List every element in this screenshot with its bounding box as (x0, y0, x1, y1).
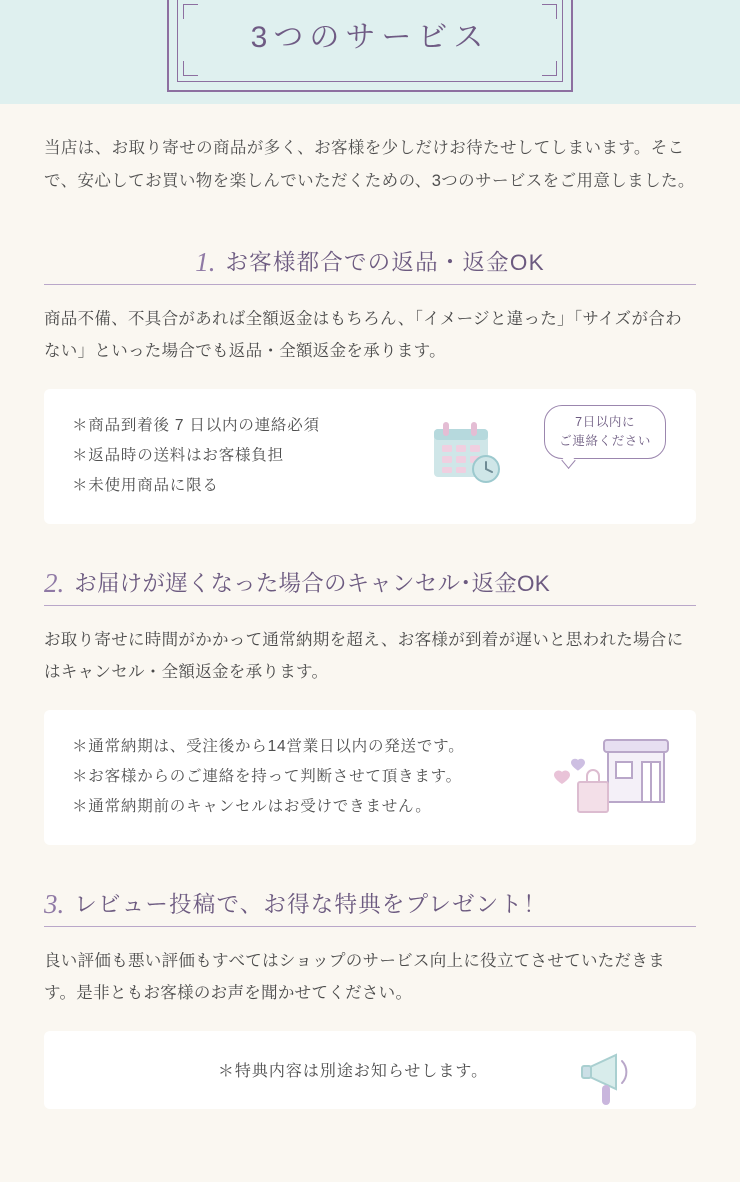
section-3-note: ＊特典内容は別途お知らせします。 (217, 1063, 489, 1081)
bubble-line-2: ご連絡ください (559, 433, 651, 448)
spacer (44, 1109, 696, 1149)
section-1-title: お客様都合での返品・返金OK (225, 249, 545, 275)
list-item: ＊通常納期前のキャンセルはお受けできません。 (72, 798, 432, 816)
lead-paragraph: 当店は、お取り寄せの商品が多く、お客様を少しだけお待たせしてしまいます。そこで、安心してお買い物を楽しんでいただくための、3つのサービスをご用意しました。 (44, 139, 695, 190)
section-2-heading (44, 567, 696, 606)
section-3 (44, 888, 696, 1109)
section-1-description: 商品不備、不具合があれば全額返金はもちろん、「イメージと違った」「サイズが合わない」といった場合でも返品・全額返金を承ります。 (44, 309, 682, 360)
header-decorative-frame (167, 0, 573, 92)
section-2-title: お届けが遅くなった場合のキャンセル･返金OK (74, 570, 550, 596)
section-2-note-card (44, 710, 696, 845)
section-3-number: 3. (44, 888, 65, 919)
spacer (44, 215, 696, 249)
section-2-description: お取り寄せに時間がかかって通常納期を超え、お客様が到着が遅いと思われた場合にはキャンセル・全額返金を承ります。 (44, 630, 684, 681)
section-1-bubble (544, 405, 666, 460)
section-2-number: 2. (44, 567, 65, 598)
section-3-note-card (44, 1031, 696, 1109)
section-1-heading (44, 246, 696, 285)
section-1-note-card (44, 389, 696, 524)
list-item: ＊お客様からのご連絡を持って判断させて頂きます。 (72, 768, 462, 786)
list-item: ＊商品到着後 7 日以内の連絡必須 (72, 416, 320, 434)
bubble-line-1: 7日以内に (575, 414, 636, 429)
section-2 (44, 567, 696, 845)
calendar-clock-illustration (426, 417, 510, 494)
megaphone-illustration (572, 1045, 642, 1112)
spacer (44, 845, 696, 891)
section-1-number: 1. (195, 246, 216, 277)
section-3-heading (44, 888, 696, 927)
list-item: ＊通常納期は、受注後から14営業日以内の発送です。 (72, 737, 465, 755)
page-title: 3つのサービス (250, 21, 490, 54)
corner-ornament-icon (183, 61, 198, 76)
section-1 (44, 246, 696, 524)
section-3-description: 良い評価も悪い評価もすべてはショップのサービス向上に役立てさせていただきます。是非ともお客様のお声を聞かせてください。 (44, 951, 665, 1002)
page-header (0, 0, 740, 104)
spacer (44, 524, 696, 570)
section-3-title: レビュー投稿で、お得な特典をプレゼント！ (74, 891, 547, 917)
list-item: ＊返品時の送料はお客様負担 (72, 447, 284, 465)
list-item: ＊未使用商品に限る (72, 477, 219, 495)
storefront-shopping-bag-illustration (552, 728, 670, 821)
corner-ornament-icon (542, 61, 557, 76)
content-wrapper (0, 132, 740, 1149)
